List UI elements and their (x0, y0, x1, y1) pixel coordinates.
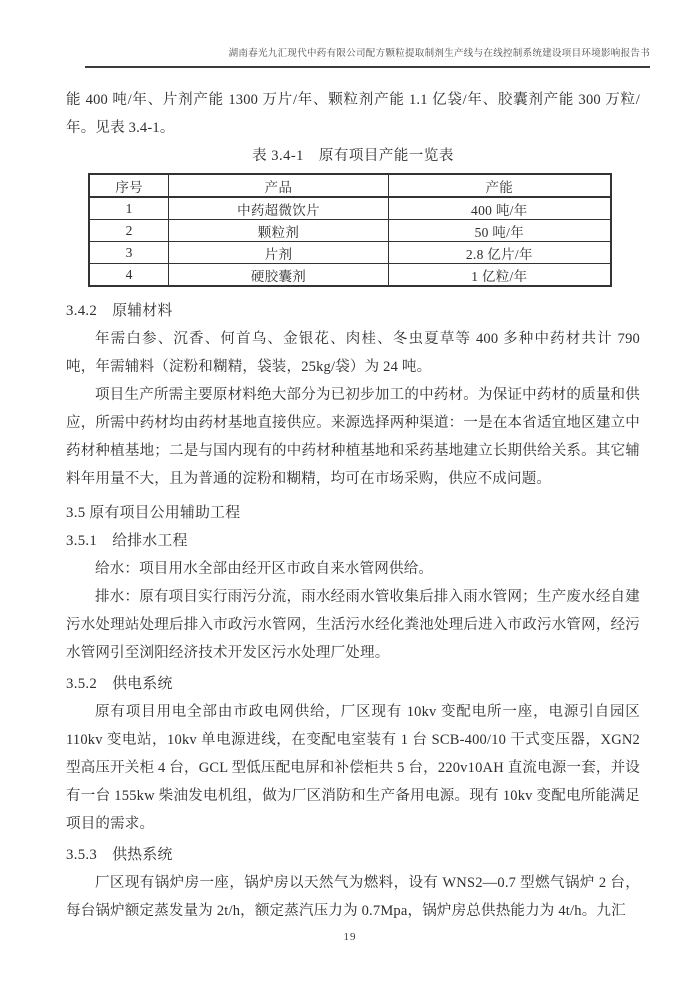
section-heading-3-5-1: 3.5.1 给排水工程 (66, 533, 188, 549)
table-caption: 表 3.4-1 原有项目产能一览表 (252, 148, 454, 164)
cell-product: 片剂 (169, 242, 388, 264)
cell-capacity: 1 亿粒/年 (388, 264, 611, 287)
paragraph-material-sources: 项目生产所需主要原材料绝大部分为已初步加工的中药材。为保证中药材的质量和供应，所需中药材均由药材基地直接供应。来源选择两种渠道：一是在本省适宜地区建立中药材种植基地；二是与国内现有的中药材种植基地和采药基地建立长期供给关系。其它辅料年用量不大，且为普通的淀粉和糊精，均可在市场采购，供应不成问题。 (66, 387, 640, 487)
header-rule (85, 66, 650, 68)
cell-product: 硬胶囊剂 (169, 264, 388, 287)
paragraph-drainage: 排水：原有项目实行雨污分流，雨水经雨水管收集后排入雨水管网；生产废水经自建污水处理站处理后排入市政污水管网，生活污水经化粪池处理后进入市政污水管网，经污水管网引至浏阳经济技术开发区污水处理厂处理。 (66, 589, 640, 661)
cell-index: 3 (89, 242, 169, 264)
page-footer (0, 927, 700, 945)
section-heading-3-5: 3.5 原有项目公用辅助工程 (66, 505, 241, 521)
column-header-capacity: 产能 (388, 174, 611, 197)
cell-capacity: 50 吨/年 (388, 220, 611, 242)
section-heading-3-4-2: 3.4.2 原辅材料 (66, 303, 173, 319)
document-body (66, 70, 640, 925)
table-row (89, 220, 611, 242)
paragraph-power-supply: 原有项目用电全部由市政电网供给，厂区现有 10kv 变配电所一座，电源引自园区 110kv 变电站，10kv 单电源进线，在变配电室装有 1 台 SCB-400/10 干式变压器，XGN2 型高压开关柜 4 台，GCL 型低压配电屏和补偿柜共 5 台，220v10AH 直流电源一套，并设有一台 155kw 柴油发电机组，做为厂区消防和生产备用电源。现有 10kv 变配电所能满足项目的需求。 (66, 704, 640, 832)
section-heading-3-5-2: 3.5.2 供电系统 (66, 676, 173, 692)
capacity-table (88, 173, 612, 287)
table-header-row (89, 174, 611, 197)
paragraph-raw-materials: 年需白参、沉香、何首乌、金银花、肉桂、冬虫夏草等 400 多种中药材共计 790 吨，年需辅料（淀粉和糊精，袋装，25kg/袋）为 24 吨。 (66, 331, 640, 375)
cell-product: 中药超微饮片 (169, 197, 388, 220)
table-row (89, 264, 611, 287)
header-title: 湖南春光九汇现代中药有限公司配方颗粒提取制剂生产线与在线控制系统建设项目环境影响报告书 (228, 49, 650, 59)
cell-index: 1 (89, 197, 169, 220)
running-header (85, 0, 650, 68)
cell-index: 4 (89, 264, 169, 287)
page-number: 19 (343, 931, 357, 943)
column-header-product: 产品 (169, 174, 388, 197)
cell-index: 2 (89, 220, 169, 242)
paragraph-heat-supply: 厂区现有锅炉房一座，锅炉房以天然气为燃料，设有 WNS2—0.7 型燃气锅炉 2 台，每台锅炉额定蒸发量为 2t/h，额定蒸汽压力为 0.7Mpa，锅炉房总供热能力为 4t/h。九汇 (66, 875, 640, 919)
paragraph-capacity-continuation: 能 400 吨/年、片剂产能 1300 万片/年、颗粒剂产能 1.1 亿袋/年、胶囊剂产能 300 万粒/年。见表 3.4-1。 (66, 92, 640, 136)
table-row (89, 197, 611, 220)
column-header-index: 序号 (89, 174, 169, 197)
table-row (89, 242, 611, 264)
cell-capacity: 400 吨/年 (388, 197, 611, 220)
cell-capacity: 2.8 亿片/年 (388, 242, 611, 264)
paragraph-water-supply: 给水：项目用水全部由经开区市政自来水管网供给。 (95, 561, 434, 577)
section-heading-3-5-3: 3.5.3 供热系统 (66, 847, 173, 863)
cell-product: 颗粒剂 (169, 220, 388, 242)
